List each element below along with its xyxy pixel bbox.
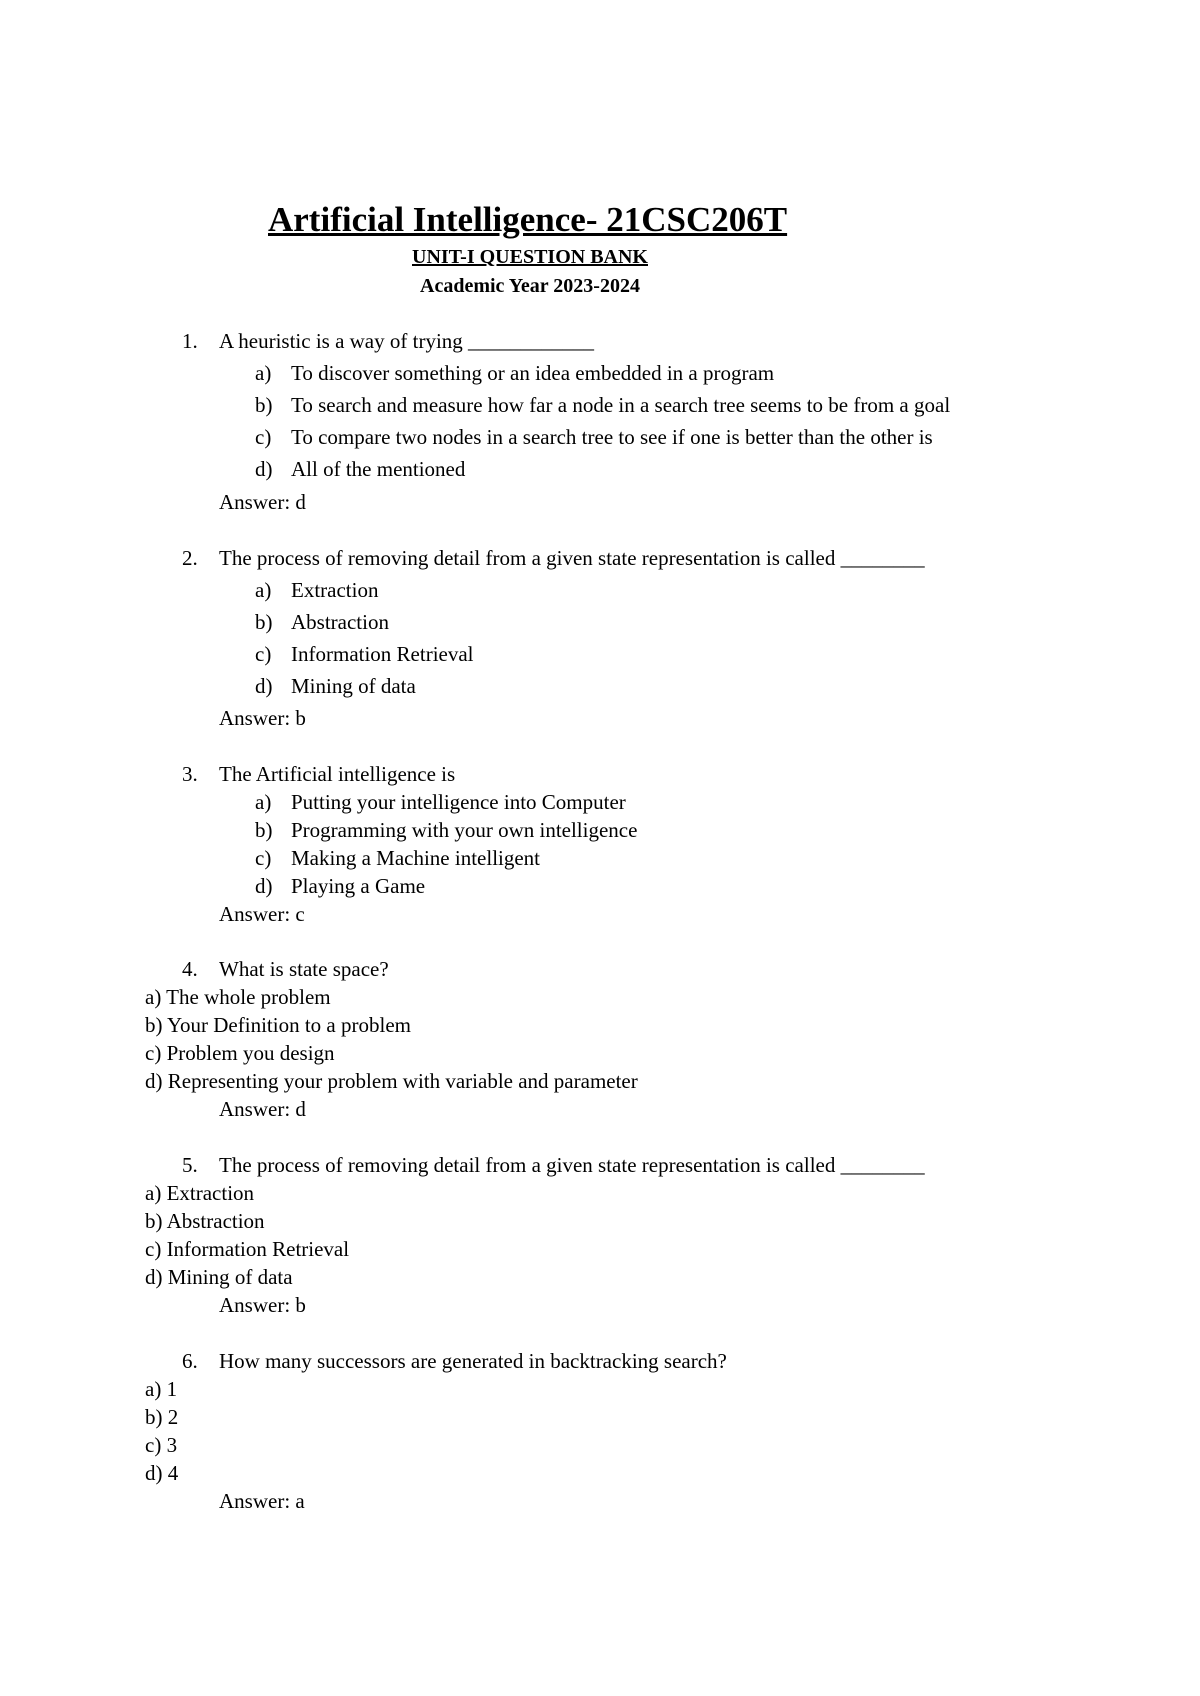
question-number: 5. — [182, 1153, 198, 1177]
answer-text: Answer: d — [219, 490, 306, 514]
option-line: b) Your Definition to a problem — [145, 1013, 411, 1037]
question-text: A heuristic is a way of trying ____________ — [219, 329, 595, 353]
question-number: 4. — [182, 957, 198, 981]
question-number: 1. — [182, 329, 198, 353]
question-text: The process of removing detail from a given state representation is called ________ — [219, 546, 925, 570]
option-text: Abstraction — [291, 610, 389, 634]
option-line: a) 1 — [145, 1377, 178, 1401]
option-line: d) 4 — [145, 1461, 179, 1485]
option-label: d) — [255, 674, 273, 698]
option-text: Mining of data — [291, 674, 416, 698]
option-label: d) — [255, 457, 273, 481]
option-line: c) Information Retrieval — [145, 1237, 350, 1261]
option-label: a) — [255, 578, 272, 602]
option-line: a) The whole problem — [145, 985, 331, 1009]
option-text: Programming with your own intelligence — [291, 818, 638, 842]
option-line: b) 2 — [145, 1405, 179, 1429]
question-number: 2. — [182, 546, 198, 570]
option-label: b) — [255, 393, 273, 417]
question-text: The Artificial intelligence is — [219, 762, 456, 786]
answer-text: Answer: b — [219, 1293, 306, 1317]
option-text: Extraction — [291, 578, 379, 602]
option-line: b) Abstraction — [145, 1209, 265, 1233]
option-line: a) Extraction — [145, 1181, 255, 1205]
page-title: Artificial Intelligence- 21CSC206T — [268, 200, 788, 239]
question-text: How many successors are generated in backtracking search? — [219, 1349, 727, 1373]
option-text: Putting your intelligence into Computer — [291, 790, 626, 814]
option-line: d) Representing your problem with variable and parameter — [145, 1069, 638, 1093]
option-text: To discover something or an idea embedded in a program — [291, 361, 775, 385]
option-label: c) — [255, 642, 272, 666]
option-text: Playing a Game — [291, 874, 426, 898]
option-line: c) Problem you design — [145, 1041, 335, 1065]
option-text: All of the mentioned — [291, 457, 466, 481]
question-number: 6. — [182, 1349, 198, 1373]
option-text: To compare two nodes in a search tree to see if one is better than the other is — [291, 425, 933, 449]
answer-text: Answer: d — [219, 1097, 306, 1121]
answer-text: Answer: c — [219, 902, 305, 926]
option-label: a) — [255, 361, 272, 385]
option-line: c) 3 — [145, 1433, 178, 1457]
academic-year: Academic Year 2023-2024 — [420, 275, 640, 297]
option-label: a) — [255, 790, 272, 814]
answer-text: Answer: b — [219, 706, 306, 730]
question-text: What is state space? — [219, 957, 389, 981]
answer-text: Answer: a — [219, 1489, 305, 1513]
question-number: 3. — [182, 762, 198, 786]
option-label: d) — [255, 874, 273, 898]
option-label: b) — [255, 818, 273, 842]
option-text: Information Retrieval — [291, 642, 474, 666]
option-label: c) — [255, 846, 272, 870]
option-label: c) — [255, 425, 272, 449]
question-text: The process of removing detail from a given state representation is called ________ — [219, 1153, 925, 1177]
option-label: b) — [255, 610, 273, 634]
option-text: To search and measure how far a node in a search tree seems to be from a goal — [291, 393, 951, 417]
unit-heading: UNIT-I QUESTION BANK — [412, 246, 648, 268]
option-line: d) Mining of data — [145, 1265, 293, 1289]
option-text: Making a Machine intelligent — [291, 846, 541, 870]
